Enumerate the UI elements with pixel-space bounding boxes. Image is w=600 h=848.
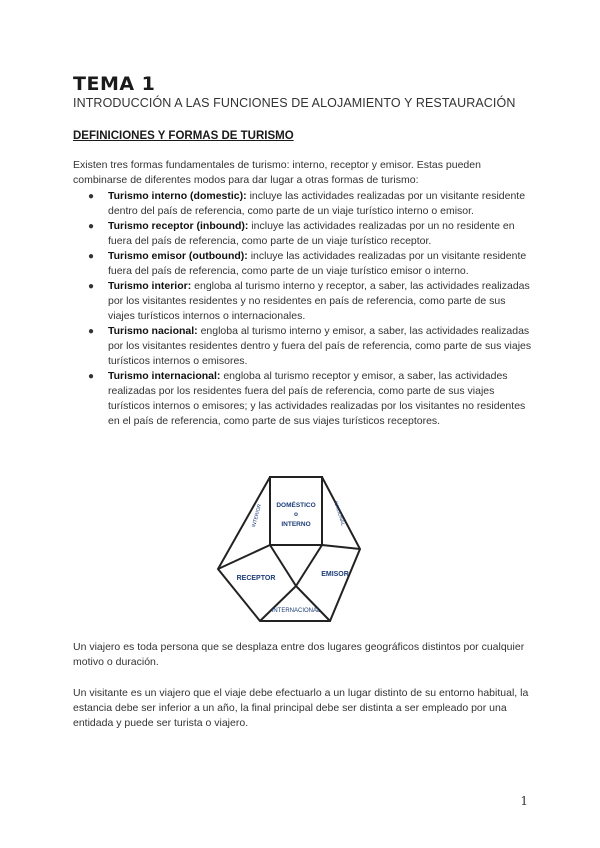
list-item-text: engloba al turismo receptor y emisor, a saber, las actividades realizadas por los residentes fuera del país de referencia, como parte de sus viajes turísticos internos o emisores; y las actividades realizadas por los visitantes no residentes en el país de referencia, como parte de sus viajes turísticos receptores. <box>108 370 526 427</box>
bullet-icon: ● <box>88 326 95 337</box>
diagram-label-interior: INTERIOR <box>251 503 264 529</box>
list-item <box>73 279 533 324</box>
page-number: 1 <box>520 794 528 808</box>
diagram-label-interno: INTERNO <box>281 521 311 528</box>
bullet-icon: ● <box>88 371 95 382</box>
visitante-paragraph: Un visitante es un viajero que el viaje debe efectuarlo a un lugar distinto de su entorno habitual, la estancia debe ser inferior a un año, la final principal debe ser distinta a ser empleado por una entidada y puede ser turista o viajero. <box>73 687 529 729</box>
list-item-text: incluye las actividades realizadas por un visitante residente fuera del país de referencia, como parte de un viaje turístico emisor o interno. <box>108 250 527 277</box>
diagram-label-nacional: NACIONAL <box>332 500 346 527</box>
intro-paragraph: Existen tres formas fundamentales de turismo: interno, receptor y emisor. Estas pueden combinarse de diferentes modos para dar lugar a otras formas de turismo: <box>73 159 481 186</box>
tourism-forms-list <box>73 189 533 429</box>
bullet-icon: ● <box>88 221 95 232</box>
list-item <box>73 369 533 429</box>
list-item-term: Turismo emisor (outbound): <box>108 250 248 262</box>
list-item-text: incluye las actividades realizadas por un visitante residente dentro del país de referencia, como parte de un viaje turístico interno o emisor. <box>108 190 526 217</box>
diagram-label-domestico: DOMÉSTICO <box>276 502 316 509</box>
page-subtitle: INTRODUCCIÓN A LAS FUNCIONES DE ALOJAMIENTO Y RESTAURACIÓN <box>73 96 516 110</box>
diagram-label-emisor: EMISOR <box>321 571 349 578</box>
list-item-text: incluye las actividades realizadas por un no residente en fuera del país de referencia, como parte de un viaje turístico receptor. <box>108 220 515 247</box>
list-item-term: Turismo interno (domestic): <box>108 190 247 202</box>
bullet-icon: ● <box>88 251 95 262</box>
bullet-icon: ● <box>88 191 95 202</box>
tourism-forms-diagram <box>210 474 380 624</box>
section-heading: DEFINICIONES Y FORMAS DE TURISMO <box>73 130 294 142</box>
page-title: TEMA 1 <box>73 73 156 95</box>
list-item-term: Turismo receptor (inbound): <box>108 220 249 232</box>
diagram-label-internacional: INTERNACIONAL <box>271 608 321 614</box>
list-item-term: Turismo internacional: <box>108 370 221 382</box>
diagram-label-receptor: RECEPTOR <box>236 575 276 582</box>
list-item <box>73 324 533 369</box>
list-item-text: engloba al turismo interno y receptor, a saber, las actividades realizadas por los visitantes residentes y no residentes en país de referencia, como parte de sus viajes turísticos internos o internacionales. <box>108 280 530 322</box>
list-item <box>73 219 533 249</box>
list-item-term: Turismo interior: <box>108 280 192 292</box>
list-item <box>73 249 533 279</box>
list-item-text: engloba al turismo interno y emisor, a saber, las actividades realizadas por los visitantes residentes dentro y fuera del país de referencia, como parte de sus viajes turísticos internos o emisores. <box>108 325 532 367</box>
list-item <box>73 189 533 219</box>
diagram-label-o: o <box>294 511 298 518</box>
list-item-term: Turismo nacional: <box>108 325 198 337</box>
bullet-icon: ● <box>88 281 95 292</box>
viajero-paragraph: Un viajero es toda persona que se desplaza entre dos lugares geográficos distintos por cualquier motivo o duración. <box>73 641 525 668</box>
